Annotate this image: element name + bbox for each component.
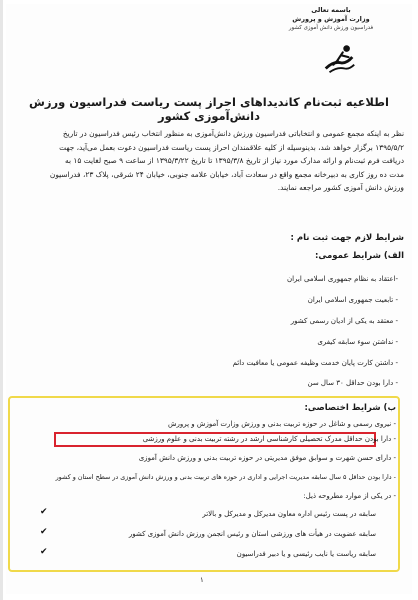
check-item: سابقه عضویت در هیأت های ورزشی استان و رئیس انجمن ورزش دانش آموزی کشور [128,530,376,538]
general-item: - نداشتن سوء سابقه کیفری [317,338,398,346]
general-item: - معتقد به یکی از ادیان رسمی کشور [290,317,398,325]
special-item: - نیروی رسمی و شاغل در حوزه تربیت بدنی و ورزش وزارت آموزش و پرورش [167,420,396,428]
general-item: - تابعیت جمهوری اسلامی ایران [307,296,398,304]
letterhead [256,6,406,32]
check-item: سابقه در پست رئیس اداره معاون مدیرکل و مدیرکل و بالاتر [202,510,376,518]
intro-line: نظر به اینکه مجمع عمومی و انتخاباتی فدراسیون ورزش دانش‌آموزی به منظور انتخاب رئیس فدراسیون در تاریخ [62,129,404,138]
special-heading: ب) شرایط اختصاصی: [304,403,396,413]
intro-paragraph [14,127,404,195]
special-item-degree: - دارا بودن حداقل مدرک تحصیلی کارشناسی ارشد در رشته تربیت بدنی و علوم ورزشی [142,435,396,443]
federation-emblem-icon [320,40,358,78]
requirements-heading: شرایط لازم جهت ثبت نام : [290,233,404,243]
letterhead-line-1: باسمه تعالی [311,6,351,14]
letterhead-line-3: فدراسیون ورزش دانش آموزی کشور [288,25,374,31]
page-number: ۱ [200,576,204,584]
check-icon: ✔ [40,527,48,537]
general-item: - دارا بودن حداقل ۳۰ سال سن [307,379,398,387]
check-icon: ✔ [40,507,48,517]
general-item: - داشتن کارت پایان خدمت وظیفه عمومی یا معافیت دائم [232,359,398,367]
intro-line: ۱۳۹۵/۵/۲ برگزار خواهد شد، بدینوسیله از کلیه علاقمندان احراز پست ریاست فدراسیون دعوت بعمل می‌آید، جهت [59,142,404,152]
intro-line: ورزش دانش آموزی کشور مراجعه نمایند. [277,183,404,192]
special-item: - دارا بودن حداقل ۵ سال سابقه مدیریت اجرایی و اداری در حوزه های تربیت بدنی و ورزش دانش آموزی در سطح استان و کشور [55,473,396,481]
special-item: - دارای حسن شهرت و سوابق موفق مدیریتی در حوزه تربیت بدنی و ورزش دانش آموزی [138,454,396,462]
special-item: - در یکی از موارد مطروحه ذیل: [303,492,396,500]
letterhead-line-2: وزارت آموزش و پرورش [292,15,370,23]
check-item: سابقه ریاست یا نایب رئیسی و یا دبیر فدراسیون [236,550,376,558]
intro-line: مدت ده روز کاری به دبیرخانه مجمع واقع در سعادت آباد، خیابان علامه جنوبی، خیابان ۲۴ شرقی، پلاک ۲۳، فدراسیون [49,169,404,179]
intro-line: دریافت فرم ثبت‌نام و ارائه مدارک مورد نیاز از تاریخ ۱۳۹۵/۳/۸ تا تاریخ ۱۳۹۵/۳/۲۲ از ساعت ۹ صبح لغایت ۱۵ به [65,156,404,165]
general-item: -اعتقاد به نظام جمهوری اسلامی ایران [286,275,398,283]
general-heading: الف) شرایط عمومی: [315,251,404,261]
announcement-title: اطلاعیه ثبت‌نام کاندیداهای احراز پست ریاست فدراسیون ورزش دانش‌آموزی کشور [29,95,389,123]
check-icon: ✔ [40,547,48,557]
scan-edge [0,0,3,600]
